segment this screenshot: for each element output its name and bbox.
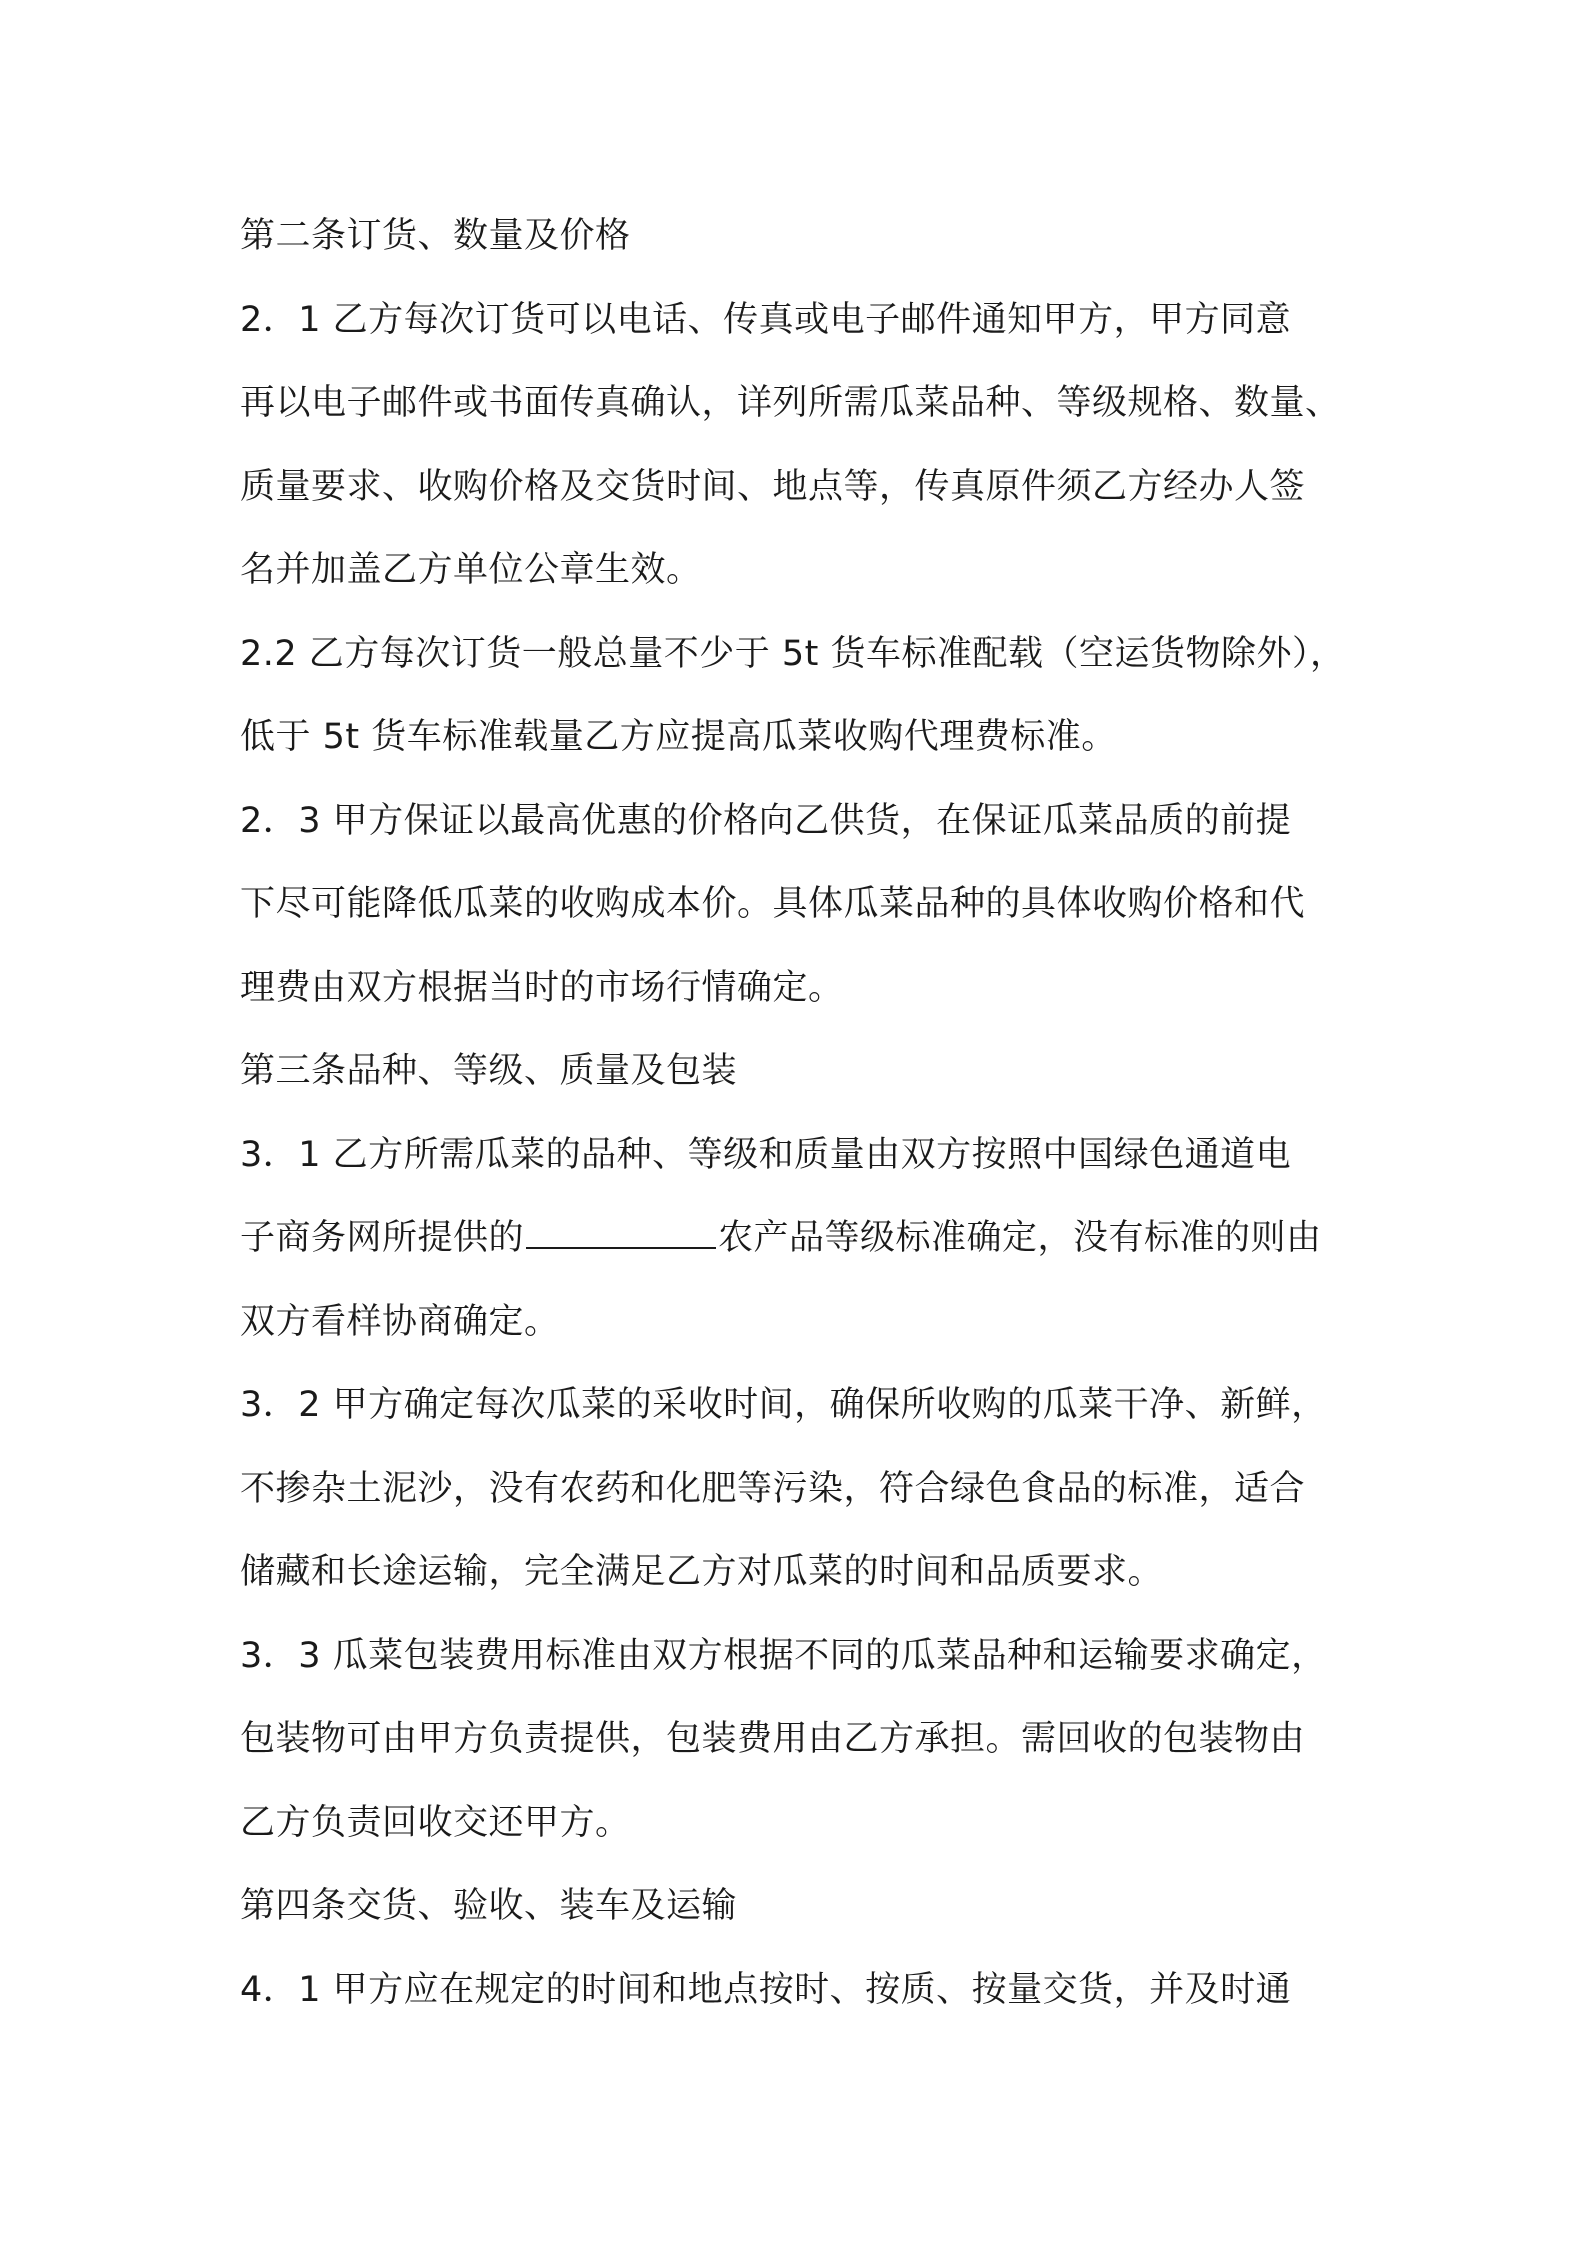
- clause-3-3-line-3: 乙方负责回收交还甲方。: [240, 1802, 631, 1843]
- clause-2-1-line-1: 2．1 乙方每次订货可以电话、传真或电子邮件通知甲方，甲方同意: [240, 299, 1292, 340]
- article-heading-3: 第三条品种、等级、质量及包装: [240, 1051, 738, 1091]
- clause-2-3-line-3: 理费由双方根据当时的市场行情确定。: [240, 967, 844, 1008]
- clause-3-2-line-2: 不掺杂土泥沙，没有农药和化肥等污染，符合绿色食品的标准，适合: [240, 1468, 1306, 1509]
- clause-3-3-line-2: 包装物可由甲方负责提供，包装费用由乙方承担。需回收的包装物由: [240, 1719, 1306, 1759]
- clause-3-1-line-2-end: 农产品等级标准确定，没有标准的则由: [718, 1218, 1322, 1258]
- document-body: [240, 195, 1370, 2032]
- clause-3-2-line-1: 3．2 甲方确定每次瓜菜的采收时间，确保所收购的瓜菜干净、新鲜，: [240, 1385, 1327, 1425]
- clause-3-2-line-3: 储藏和长途运输，完全满足乙方对瓜菜的时间和品质要求。: [240, 1552, 1164, 1592]
- clause-4-1-line-1: 4．1 甲方应在规定的时间和地点按时、按质、按量交货，并及时通: [240, 1969, 1292, 2010]
- clause-3-1-line-2-start: 子商务网所提供的: [240, 1218, 525, 1258]
- clause-2-2-line-1: 2.2 乙方每次订货一般总量不少于 5t 货车标准配载（空运货物除外），: [240, 633, 1346, 674]
- clause-2-1-line-3: 质量要求、收购价格及交货时间、地点等，传真原件须乙方经办人签: [240, 466, 1306, 507]
- clause-3-1-line-2: [240, 1197, 1370, 1281]
- clause-2-1-line-2: 再以电子邮件或书面传真确认，详列所需瓜菜品种、等级规格、数量、: [240, 383, 1341, 423]
- clause-3-3-line-1: 3．3 瓜菜包装费用标准由双方根据不同的瓜菜品种和运输要求确定，: [240, 1635, 1327, 1676]
- clause-3-1-line-3: 双方看样协商确定。: [240, 1301, 560, 1342]
- clause-2-3-line-1: 2．3 甲方保证以最高优惠的价格向乙供货，在保证瓜菜品质的前提: [240, 800, 1292, 841]
- clause-3-1-line-1: 3．1 乙方所需瓜菜的品种、等级和质量由双方按照中国绿色通道电: [240, 1134, 1292, 1175]
- clause-2-2-line-2: 低于 5t 货车标准载量乙方应提高瓜菜收购代理费标准。: [240, 717, 1117, 757]
- fill-in-blank: [526, 1217, 716, 1249]
- clause-2-3-line-2: 下尽可能降低瓜菜的收购成本价。具体瓜菜品种的具体收购价格和代: [240, 884, 1306, 924]
- clause-2-1-line-4: 名并加盖乙方单位公章生效。: [240, 550, 702, 590]
- article-heading-4: 第四条交货、验收、装车及运输: [240, 1886, 738, 1926]
- article-heading-2: 第二条订货、数量及价格: [240, 216, 631, 256]
